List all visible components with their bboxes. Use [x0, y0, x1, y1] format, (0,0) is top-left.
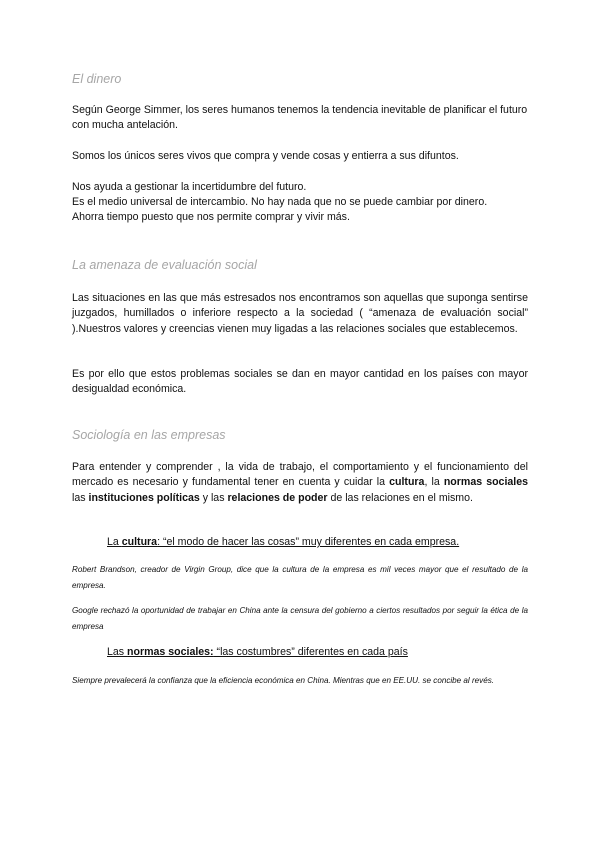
subheading-normas: Las normas sociales: “las costumbres” diferentes en cada país — [107, 646, 408, 658]
example-virgin: Robert Brandson, creador de Virgin Group, dice que la cultura de la empresa es mil veces mayor que el resultado de la empresa. — [72, 565, 528, 590]
paragraph-simmer: Según George Simmer, los seres humanos tenemos la tendencia inevitable de planificar el futuro con mucha antelación. — [72, 104, 528, 132]
heading-el-dinero: El dinero — [72, 72, 122, 86]
paragraph-unicos: Somos los únicos seres vivos que compra y vende cosas y entierra a sus difuntos. — [72, 150, 459, 162]
heading-amenaza: La amenaza de evaluación social — [72, 258, 257, 272]
line-ahorra-tiempo: Ahorra tiempo puesto que nos permite comprar y vivir más. — [72, 211, 350, 223]
bold-relaciones: relaciones de poder — [227, 491, 328, 504]
example-china: Siempre prevalecerá la confianza que la eficiencia económica en China. Mientras que en EE.UU. se concibe al revés. — [72, 676, 495, 685]
line-intercambio: Es el medio universal de intercambio. No hay nada que no se puede cambiar por dinero. — [72, 196, 488, 208]
heading-sociologia: Sociología en las empresas — [72, 428, 226, 442]
example-google: Google rechazó la oportunidad de trabajar en China ante la censura del gobierno a ciertos resultados por seguir la ética de la empresa — [72, 606, 528, 631]
bold-instituciones: instituciones políticas — [88, 491, 200, 504]
paragraph-situaciones: Las situaciones en las que más estresados nos encontramos son aquellas que suponga sentirse juzgados, humillados o inferiore respecto a la sociedad ( “amenaza de evaluación social” ).Nuestros valores y creencias vienen muy ligadas a las relaciones sociales que establecemos. — [72, 292, 528, 335]
subheading-cultura: La cultura: “el modo de hacer las cosas” muy diferentes en cada empresa. — [107, 536, 460, 548]
bold-normas-sociales: normas sociales — [443, 476, 529, 489]
bold-cultura: cultura — [389, 476, 425, 489]
paragraph-desigualdad: Es por ello que estos problemas sociales se dan en mayor cantidad en los países con mayor desigualdad económica. — [72, 368, 528, 396]
paragraph-mercado: Para entender y comprender , la vida de trabajo, el comportamiento y el funcionamiento del mercado es necesario y fundamental tener en cuenta y cuidar la cultura, la normas sociales las instituciones políticas y las relaciones de poder de las relaciones en el mismo. — [72, 461, 529, 504]
line-incertidumbre: Nos ayuda a gestionar la incertidumbre del futuro. — [72, 181, 307, 193]
